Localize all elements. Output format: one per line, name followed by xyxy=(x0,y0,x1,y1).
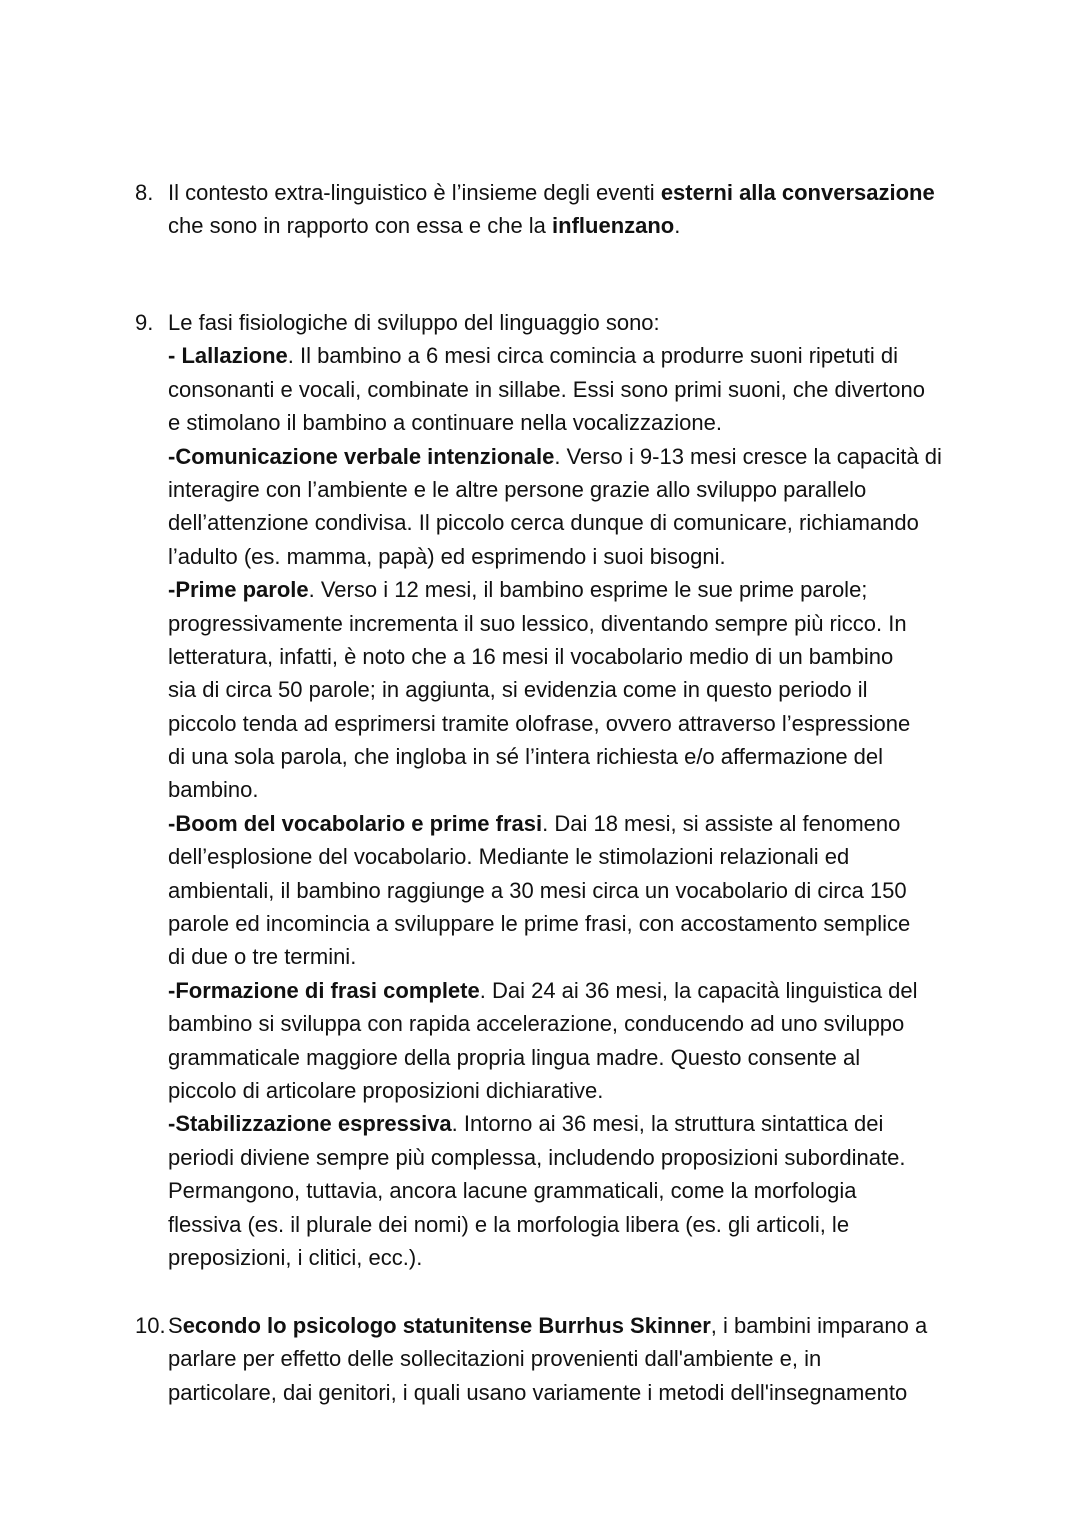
stage-lallazione: - Lallazione. Il bambino a 6 mesi circa comincia a produrre suoni ripetuti di xyxy=(168,343,898,369)
text-line: l’adulto (es. mamma, papà) ed esprimendo i suoi bisogni. xyxy=(168,543,726,569)
stage-frasi-complete: -Formazione di frasi complete. Dai 24 ai 36 mesi, la capacità linguistica del xyxy=(168,977,918,1003)
text-line: piccolo di articolare proposizioni dichiarative. xyxy=(168,1077,604,1103)
text-line: progressivamente incrementa il suo lessico, diventando sempre più ricco. In xyxy=(168,610,907,636)
text-line: interagire con l’ambiente e le altre persone grazie allo sviluppo parallelo xyxy=(168,476,867,502)
text-line: consonanti e vocali, combinate in sillabe. Essi sono primi suoni, che divertono xyxy=(168,376,925,402)
text-line: preposizioni, i clitici, ecc.). xyxy=(168,1244,423,1270)
text-line: dell’attenzione condivisa. Il piccolo cerca dunque di comunicare, richiamando xyxy=(168,510,919,536)
text-line: Le fasi fisiologiche di sviluppo del linguaggio sono: xyxy=(168,310,660,335)
text-line: periodi diviene sempre più complessa, includendo proposizioni subordinate. xyxy=(168,1144,906,1170)
item-number: 10. xyxy=(135,1313,166,1338)
item-number: 9. xyxy=(135,310,154,335)
text-line: parole ed incomincia a sviluppare le prime frasi, con accostamento semplice xyxy=(168,911,911,937)
text-line: sia di circa 50 parole; in aggiunta, si evidenzia come in questo periodo il xyxy=(168,677,868,703)
text-line: particolare, dai genitori, i quali usano variamente i metodi dell'insegnamento xyxy=(168,1379,908,1405)
text-line: bambino si sviluppa con rapida accelerazione, conducendo ad uno sviluppo xyxy=(168,1011,905,1037)
text-line: e stimolano il bambino a continuare nella vocalizzazione. xyxy=(168,410,722,436)
item-text xyxy=(168,176,985,243)
item-number: 8. xyxy=(135,180,154,205)
text-line: ambientali, il bambino raggiunge a 30 mesi circa un vocabolario di circa 150 xyxy=(168,877,907,903)
text-line: parlare per effetto delle sollecitazioni provenienti dall'ambiente e, in xyxy=(168,1346,822,1372)
text-line: Secondo lo psicologo statunitense Burrhus Skinner, i bambini imparano a xyxy=(168,1313,928,1338)
text-line: bambino. xyxy=(168,777,259,803)
text-line: letteratura, infatti, è noto che a 16 mesi il vocabolario medio di un bambino xyxy=(168,643,894,669)
text-line: di una sola parola, che ingloba in sé l’intera richiesta e/o affermazione del xyxy=(168,744,884,770)
stage-boom-vocabolario: -Boom del vocabolario e prime frasi. Dai 18 mesi, si assiste al fenomeno xyxy=(168,810,901,836)
text-line: Il contesto extra-linguistico è l’insieme degli eventi esterni alla conversazione xyxy=(168,180,935,205)
stage-stabilizzazione: -Stabilizzazione espressiva. Intorno ai 36 mesi, la struttura sintattica dei xyxy=(168,1111,884,1137)
text-line: che sono in rapporto con essa e che la influenzano. xyxy=(168,213,681,239)
list-item-9 xyxy=(135,306,985,1274)
item-text xyxy=(168,1309,985,1409)
text-line: dell’esplosione del vocabolario. Mediante le stimolazioni relazionali ed xyxy=(168,844,850,870)
text-line: grammaticale maggiore della propria lingua madre. Questo consente al xyxy=(168,1044,861,1070)
text-line: piccolo tenda ad esprimersi tramite olofrase, ovvero attraverso l’espressione xyxy=(168,710,911,736)
text-line: flessiva (es. il plurale dei nomi) e la morfologia libera (es. gli articoli, le xyxy=(168,1211,850,1237)
item-text xyxy=(168,306,985,1274)
list-item-10 xyxy=(135,1309,985,1409)
stage-prime-parole: -Prime parole. Verso i 12 mesi, il bambino esprime le sue prime parole; xyxy=(168,577,868,603)
text-line: di due o tre termini. xyxy=(168,944,357,970)
stage-comunicazione: -Comunicazione verbale intenzionale. Verso i 9-13 mesi cresce la capacità di xyxy=(168,443,942,469)
text-line: Permangono, tuttavia, ancora lacune grammaticali, come la morfologia xyxy=(168,1178,857,1204)
list-item-8 xyxy=(135,176,985,243)
